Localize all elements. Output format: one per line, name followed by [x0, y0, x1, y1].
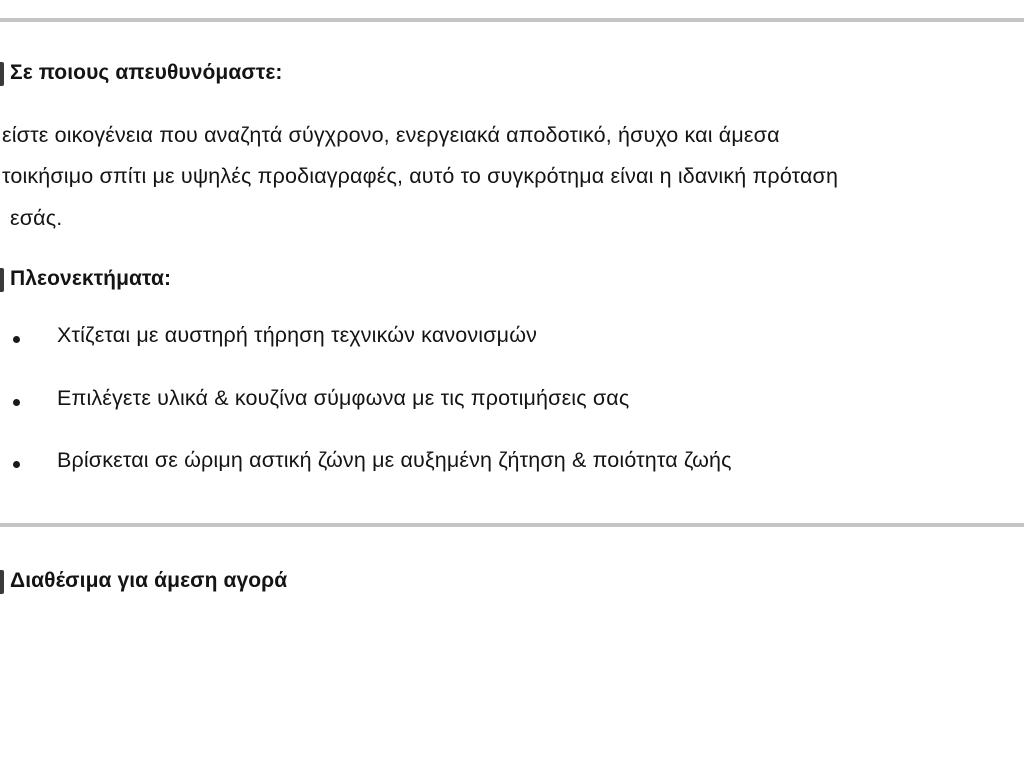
bullet-icon — [13, 399, 20, 406]
list-item-text: Χτίζεται με αυστηρή τήρηση τεχνικών κανονισμών — [57, 323, 538, 347]
audience-paragraph-line: είστε οικογένεια που αναζητά σύγχρονο, ενεργειακά αποδοτικό, ήσυχο και άμεσα — [2, 123, 780, 147]
heading-marker — [0, 570, 4, 594]
audience-paragraph-line: εσάς. — [10, 206, 63, 230]
section-heading-audience: Σε ποιους απευθυνόμαστε: — [10, 61, 283, 84]
section-divider — [0, 523, 1024, 527]
audience-paragraph-line: τοικήσιμο σπίτι με υψηλές προδιαγραφές, αυτό το συγκρότημα είναι η ιδανική πρόταση — [2, 164, 839, 188]
top-divider — [0, 18, 1024, 22]
list-item-text: Βρίσκεται σε ώριμη αστική ζώνη με αυξημένη ζήτηση & ποιότητα ζωής — [57, 448, 732, 472]
bullet-icon — [13, 336, 20, 343]
heading-marker — [0, 268, 4, 292]
list-item-text: Επιλέγετε υλικά & κουζίνα σύμφωνα με τις προτιμήσεις σας — [57, 386, 630, 410]
bullet-icon — [13, 461, 20, 468]
heading-marker — [0, 62, 4, 86]
section-heading-advantages: Πλεονεκτήματα: — [10, 267, 172, 290]
section-heading-availability: Διαθέσιμα για άμεση αγορά — [10, 569, 288, 592]
